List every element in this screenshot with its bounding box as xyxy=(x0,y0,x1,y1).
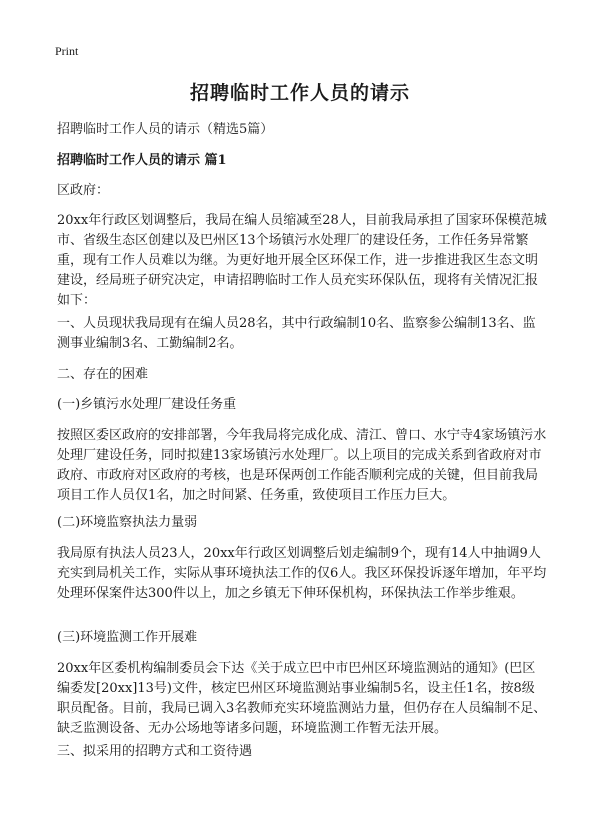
subsection-monitoring: (三)环境监测工作开展难 xyxy=(57,630,198,645)
paragraph-sewage: 按照区委区政府的安排部署，今年我局将完成化成、清江、曾口、水宁寺4家场镇污水处理厂建设任务，同时拟建13家场镇污水处理厂。以上项目的完成关系到省政府对市政府、市政府对区政府的考核，也是环保两创工作能否顺利完成的关键，但目前我局项目工作人员仅1名，加之时间紧、任务重，致使项目工作压力巨大。 xyxy=(57,428,547,503)
document-subtitle: 招聘临时工作人员的请示（精选5篇） xyxy=(57,122,274,137)
paragraph-background: 20xx年行政区划调整后，我局在编人员缩减至28人，目前我局承担了国家环保模范城市、省级生态区创建以及巴州区13个场镇污水处理厂的建设任务，工作任务异常繁重，现有工作人员难以为继。为更好地开展全区环保工作，进一步推进我区生态文明建设，经局班子研究决定，申请招聘临时工作人员充实环保队伍，现将有关情况汇报如下： xyxy=(57,213,547,308)
paragraph-enforcement: 我局原有执法人员23人，20xx年行政区划调整后划走编制9个，现有14人中抽调9人充实到局机关工作，实际从事环境执法工作的仅6人。我区环保投诉逐年增加，年平均处理环保案件达300件以上，加之乡镇无下伸环保机构，环保执法工作举步维艰。 xyxy=(57,546,547,601)
print-link[interactable]: Print xyxy=(55,44,79,58)
subsection-enforcement: (二)环境监察执法力量弱 xyxy=(57,515,198,530)
section-difficulties: 二、存在的困难 xyxy=(57,367,149,382)
paragraph-monitoring: 20xx年区委机构编制委员会下达《关于成立巴中市巴州区环境监测站的通知》(巴区编委发[20xx]13号)文件，核定巴州区环境监测站事业编制5名，设主任1名，按8级职员配备。目前，我局已调入3名教师充实环境监测站力量，但仍存在人员编制不足、缺乏监测设备、无办公场地等诸多问题，环境监测工作暂无法开展。 xyxy=(57,661,547,736)
salutation: 区政府： xyxy=(57,183,110,198)
section-recruitment: 三、拟采用的招聘方式和工资待遇 xyxy=(57,744,253,759)
paragraph-staff-status: 一、人员现状我局现有在编人员28名，其中行政编制10名、监察参公编制13名、监测事业编制3名、工勤编制2名。 xyxy=(57,316,536,351)
section-heading: 招聘临时工作人员的请示 篇1 xyxy=(57,153,227,168)
document-title: 招聘临时工作人员的请示 xyxy=(189,82,410,104)
subsection-sewage: (一)乡镇污水处理厂建设任务重 xyxy=(57,397,237,412)
